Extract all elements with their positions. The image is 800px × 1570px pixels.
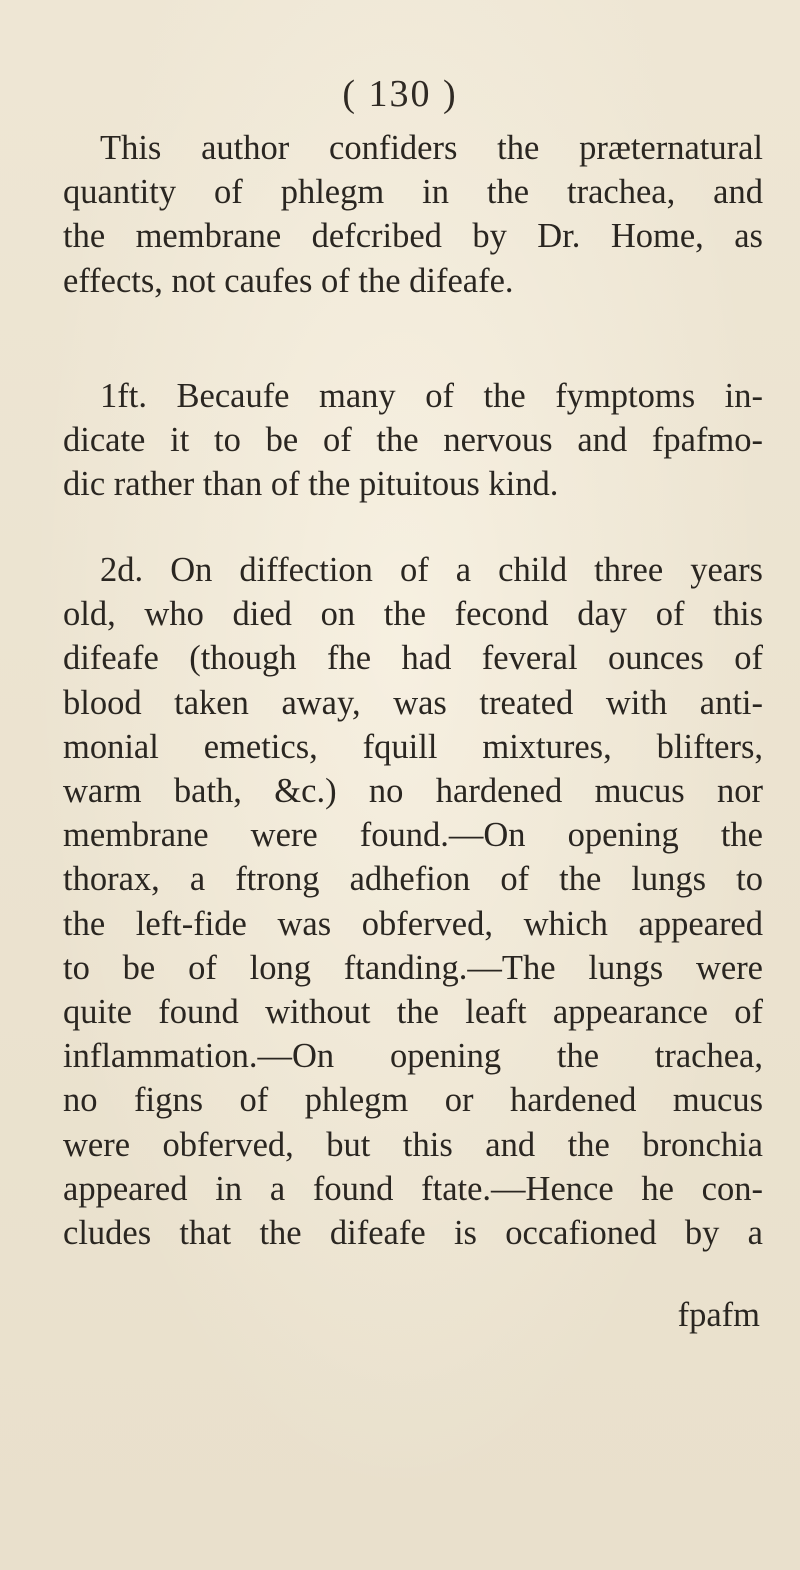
text-line: 1ft. Becaufe many of the fymptoms in-	[100, 377, 763, 415]
paragraph-2	[63, 374, 763, 507]
text-line: monial emetics, fquill mixtures, blifters,	[63, 727, 763, 766]
text-line: This author confiders the præternatural	[100, 129, 763, 167]
text-line: no figns of phlegm or hardened mucus	[63, 1081, 763, 1120]
text-line: effects, not caufes of the difeafe.	[63, 261, 514, 300]
text-line: were obferved, but this and the bronchia	[63, 1125, 763, 1164]
paragraph-1	[63, 126, 763, 303]
text-line: inflammation.—On opening the trachea,	[63, 1037, 763, 1076]
text-line: warm bath, &c.) no hardened mucus nor	[63, 772, 763, 811]
text-line: old, who died on the fecond day of this	[63, 595, 763, 634]
text-line: difeafe (though fhe had feveral ounces of	[63, 639, 763, 678]
page-number-header: ( 130 )	[342, 73, 458, 115]
text-line: appeared in a found ftate.—Hence he con-	[63, 1169, 763, 1208]
text-line: 2d. On diffection of a child three years	[100, 551, 763, 589]
text-line: to be of long ftanding.—The lungs were	[63, 948, 763, 987]
text-line: quantity of phlegm in the trachea, and	[63, 173, 763, 212]
text-line: the membrane defcribed by Dr. Home, as	[63, 217, 763, 256]
text-line: blood taken away, was treated with anti-	[63, 683, 763, 722]
text-line: dicate it to be of the nervous and fpafmo-	[63, 421, 763, 460]
paragraph-3	[63, 548, 763, 1255]
text-line: dic rather than of the pituitous kind.	[63, 465, 559, 504]
text-line: thorax, a ftrong adhefion of the lungs to	[63, 860, 763, 899]
text-line: membrane were found.—On opening the	[63, 816, 763, 855]
text-line: quite found without the leaft appearance of	[63, 993, 763, 1032]
text-line: cludes that the difeafe is occafioned by a	[63, 1214, 763, 1253]
text-line: the left-fide was obferved, which appeared	[63, 904, 763, 943]
catchword: fpafm	[677, 1296, 760, 1334]
